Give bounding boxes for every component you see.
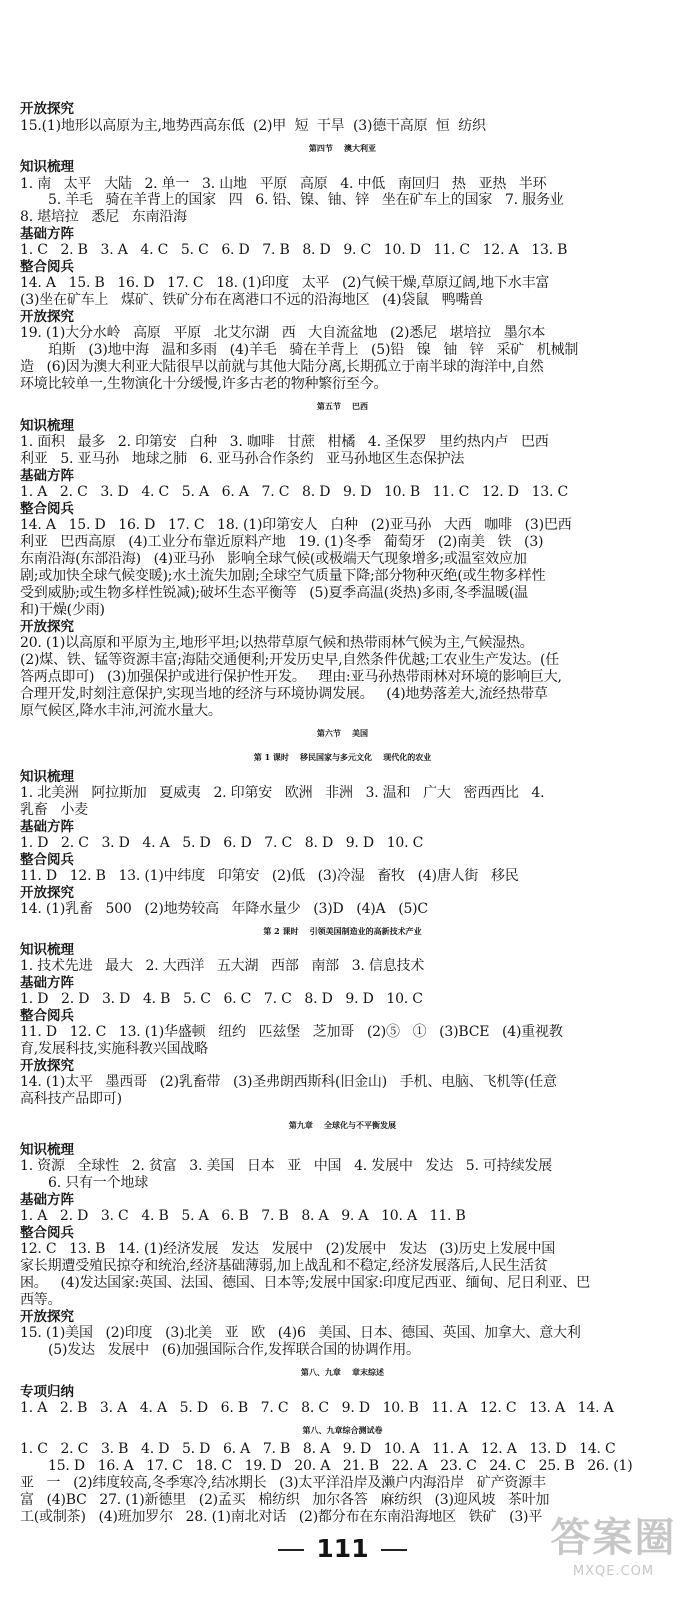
- section-label: 整合阅兵: [20, 1225, 74, 1242]
- section-label: 基础方阵: [20, 1192, 74, 1209]
- answer-line: 1. 北美洲 阿拉斯加 夏威夷 2. 印第安 欧洲 非洲 3. 温和 广大 密西西比 4.: [20, 784, 545, 801]
- answer-line: 受到威胁;或生物多样性锐减);破坏生态平衡等 (5)夏季高温(炎热)多雨,冬季温暖(温: [20, 584, 528, 601]
- answer-line: 5. 羊毛 骑在羊背上的国家 四 6. 铅、镍、铀、锌 坐在矿车上的国家 7. 服务业: [48, 192, 564, 209]
- answer-line: 环境比较单一,生物演化十分缓慢,许多古老的物种繁衍至今。: [20, 376, 388, 393]
- section-label: 开放探究: [20, 309, 74, 326]
- lesson-heading: 第 2 课时 引领美国制造业的高新技术产业: [263, 925, 422, 936]
- answer-line: 育,发展科技,实施科教兴国战略: [20, 1041, 208, 1058]
- watermark-logo-text: 答案圈: [550, 1515, 677, 1561]
- answer-line: 19. (1)大分水岭 高原 平原 北艾尔湖 西 大自流盆地 (2)悉尼 堪培拉 墨尔本: [20, 325, 546, 342]
- answer-line: (5)发达 发展中 (6)加强国际合作,发挥联合国的协调作用。: [48, 1342, 420, 1359]
- answer-line: 利亚 巴西高原 (4)工业分布靠近原料产地 19. (1)冬季 葡萄牙 (2)南美 铁 (3): [20, 533, 544, 550]
- answer-line: 原气候区,降水丰沛,河流水量大。: [20, 702, 222, 719]
- answer-line: 14. (1)太平 墨西哥 (2)乳畜带 (3)圣弗朗西斯科(旧金山) 手机、电脑、飞机等(任意: [20, 1074, 557, 1091]
- answer-line: 1. 面积 最多 2. 印第安 白种 3. 咖啡 甘蔗 柑橘 4. 圣保罗 里约热内卢 巴西: [20, 433, 549, 450]
- answer-line: 15. D 16. A 17. C 18. C 19. D 20. A 21. B 22. A 23. C 24. C 25. B 26. (1): [48, 1458, 633, 1475]
- answer-line: 1. A 2. C 3. D 4. C 5. A 6. A 7. C 8. D 9. D 10. B 11. C 12. D 13. C: [20, 483, 569, 500]
- answer-line: 1. D 2. D 3. D 4. B 5. C 6. C 7. C 8. D 9. D 10. C: [20, 991, 423, 1008]
- answer-line: 11. D 12. B 13. (1)中纬度 印第安 (2)低 (3)冷湿 畜牧 (4)唐人街 移民: [20, 867, 519, 884]
- section-label: 基础方阵: [20, 467, 74, 484]
- section-heading: 第八、九章综合测试卷: [302, 1424, 383, 1435]
- answer-line: 高科技产品即可): [20, 1091, 122, 1108]
- answer-line: 剧;或加快全球气候变暖);水土流失加剧;全球空气质量下降;部分物种灭绝(或生物多样性: [20, 567, 546, 584]
- answer-line: 富 (4)BC 27. (1)新德里 (2)孟买 棉纺织 加尔各答 麻纺织 (3)迎风坡 茶叶加: [20, 1492, 550, 1509]
- page-number-left-dash: [278, 1549, 304, 1551]
- answer-line: 东南沿海(东部沿海) (4)亚马孙 影响全球气候(或极端天气现象增多;或温室效应加: [20, 550, 527, 567]
- page-number-text: 111: [316, 1534, 369, 1563]
- watermark-url: MXQE.COM: [572, 1564, 655, 1579]
- answer-line: 困。 (4)发达国家:英国、法国、德国、日本等;发展中国家:印度尼西亚、缅甸、尼日利亚、巴: [20, 1275, 590, 1292]
- section-label: 基础方阵: [20, 975, 74, 992]
- lesson-heading: 第 1 课时 移民国家与多元文化 现代化的农业: [253, 752, 432, 763]
- section-heading: 第六节 美国: [316, 727, 369, 738]
- section-label: 整合阅兵: [20, 259, 74, 276]
- section-label: 整合阅兵: [20, 851, 74, 868]
- answer-line: 1. D 2. C 3. D 4. A 5. D 6. D 7. C 8. D 9. D 10. C: [20, 834, 424, 851]
- section-label: 知识梳理: [20, 159, 74, 176]
- section-heading: 第八、九章 章末综述: [300, 1367, 385, 1378]
- answer-line: 14. (1)乳畜 500 (2)地势较高 年降水量少 (3)D (4)A (5)C: [20, 900, 428, 917]
- section-heading: 第五节 巴西: [316, 401, 369, 412]
- chapter-heading: 第九章 全球化与不平衡发展: [288, 1121, 397, 1131]
- answer-line: 15. (1)美国 (2)印度 (3)北美 亚 欧 (4)6 美国、日本、德国、英国、加拿大、意大利: [20, 1325, 581, 1342]
- section-label: 整合阅兵: [20, 500, 74, 517]
- section-label: 知识梳理: [20, 942, 74, 959]
- answer-line: 1. C 2. C 3. B 4. D 5. D 6. A 7. B 8. A 9. D 10. A 11. A 12. A 13. D 14. C: [20, 1441, 616, 1458]
- section-label: 知识梳理: [20, 768, 74, 785]
- section-label: 整合阅兵: [20, 1008, 74, 1025]
- section-label: 知识梳理: [20, 417, 74, 434]
- answer-line: 20. (1)以高原和平原为主,地形平坦;以热带草原气候和热带雨林气候为主,气候湿热。: [20, 634, 534, 651]
- answer-line: 珀斯 (3)地中海 温和多雨 (4)羊毛 骑在羊背上 (5)铅 镍 铀 锌 采矿 机械制: [48, 342, 579, 359]
- answer-line: 家长期遭受殖民掠夺和统治,经济基础薄弱,加上战乱和不稳定,经济发展落后,人民生活贫: [20, 1258, 548, 1275]
- answer-line: (2)煤、铁、锰等资源丰富;海陆交通便利;开发历史早,自然条件优越;工农业生产发达。(任: [20, 651, 560, 668]
- answer-line: 和)干燥(少雨): [20, 601, 105, 618]
- answer-line: 14. A 15. B 16. D 17. C 18. (1)印度 太平 (2)气候干燥,草原辽阔,地下水丰富: [20, 275, 550, 292]
- page-number-right-dash: [381, 1549, 407, 1551]
- answer-line: 6. 只有一个地球: [48, 1175, 149, 1192]
- answer-line: (3)坐在矿车上 煤矿、铁矿分布在离港口不远的沿海地区 (4)袋鼠 鸭嘴兽: [20, 292, 484, 309]
- section-heading: 第四节 澳大利亚: [308, 142, 377, 153]
- answer-line: 工(或制茶) (4)班加罗尔 28. (1)南北对话 (2)都分布在东南沿海地区 铁矿 (3)平: [20, 1509, 543, 1526]
- section-label: 开放探究: [20, 618, 74, 635]
- answer-line: 答两点即可) (3)加强保护或进行保护性开发。 理由:亚马孙热带雨林对环境的影响巨大,: [20, 668, 562, 685]
- section-label: 基础方阵: [20, 818, 74, 835]
- answer-line: 1. 技术先进 最大 2. 大西洋 五大湖 西部 南部 3. 信息技术: [20, 958, 425, 975]
- section-label: 专项归纳: [20, 1383, 74, 1400]
- answer-line: 西等。: [20, 1292, 62, 1309]
- answer-line: 造 (6)因为澳大利亚大陆很早以前就与其他大陆分离,长期孤立于南半球的海洋中,自然: [20, 359, 544, 376]
- answer-line: 12. C 13. B 14. (1)经济发展 发达 发展中 (2)发展中 发达 (3)历史上发展中国: [20, 1241, 556, 1258]
- answer-line: 14. A 15. D 16. D 17. C 18. (1)印第安人 白种 (2)亚马孙 大西 咖啡 (3)巴西: [20, 516, 572, 533]
- section-label: 知识梳理: [20, 1142, 74, 1159]
- answer-line: 合理开发,时刻注意保护,实现当地的经济与环境协调发展。 (4)地势落差大,流经热带草: [20, 685, 548, 702]
- site-watermark: [546, 1512, 681, 1596]
- answer-line: 8. 堪培拉 悉尼 东南沿海: [20, 209, 187, 226]
- answer-line: 1. A 2. D 3. C 4. B 5. A 6. B 7. B 8. A 9. A 10. A 11. B: [20, 1208, 466, 1225]
- answer-line: 1. C 2. B 3. A 4. C 5. C 6. D 7. B 8. D 9. C 10. D 11. C 12. A 13. B: [20, 242, 568, 259]
- answer-line: 1. 资源 全球性 2. 贫富 3. 美国 日本 亚 中国 4. 发展中 发达 5. 可持续发展: [20, 1158, 552, 1175]
- answer-line: 1. 南 太平 大陆 2. 单一 3. 山地 平原 高原 4. 中低 南回归 热 亚热 半环: [20, 175, 547, 192]
- section-label: 开放探究: [20, 884, 74, 901]
- answer-line: 1. A 2. B 3. A 4. A 5. D 6. B 7. C 8. C 9. D 10. B 11. A 12. C 13. A 14. A: [20, 1399, 614, 1416]
- section-label: 基础方阵: [20, 226, 74, 243]
- answer-line: 15.(1)地形以高原为主,地势西高东低 (2)甲 短 干旱 (3)德干高原 恒 纺织: [20, 117, 486, 134]
- answer-line: 乳畜 小麦: [20, 801, 88, 818]
- answer-line: 利亚 5. 亚马孙 地球之肺 6. 亚马孙合作条约 亚马孙地区生态保护法: [20, 450, 465, 467]
- section-label: 开放探究: [20, 1309, 74, 1326]
- section-label: 开放探究: [20, 101, 74, 117]
- answer-line: 11. D 12. C 13. (1)华盛顿 纽约 匹兹堡 芝加哥 (2)⑤ ① (3)BCE (4)重视教: [20, 1024, 563, 1041]
- answer-line: 亚 一 (2)纬度较高,冬季寒冷,结冰期长 (3)太平洋沿岸及濑户内海沿岸 矿产资源丰: [20, 1475, 546, 1492]
- section-label: 开放探究: [20, 1058, 74, 1075]
